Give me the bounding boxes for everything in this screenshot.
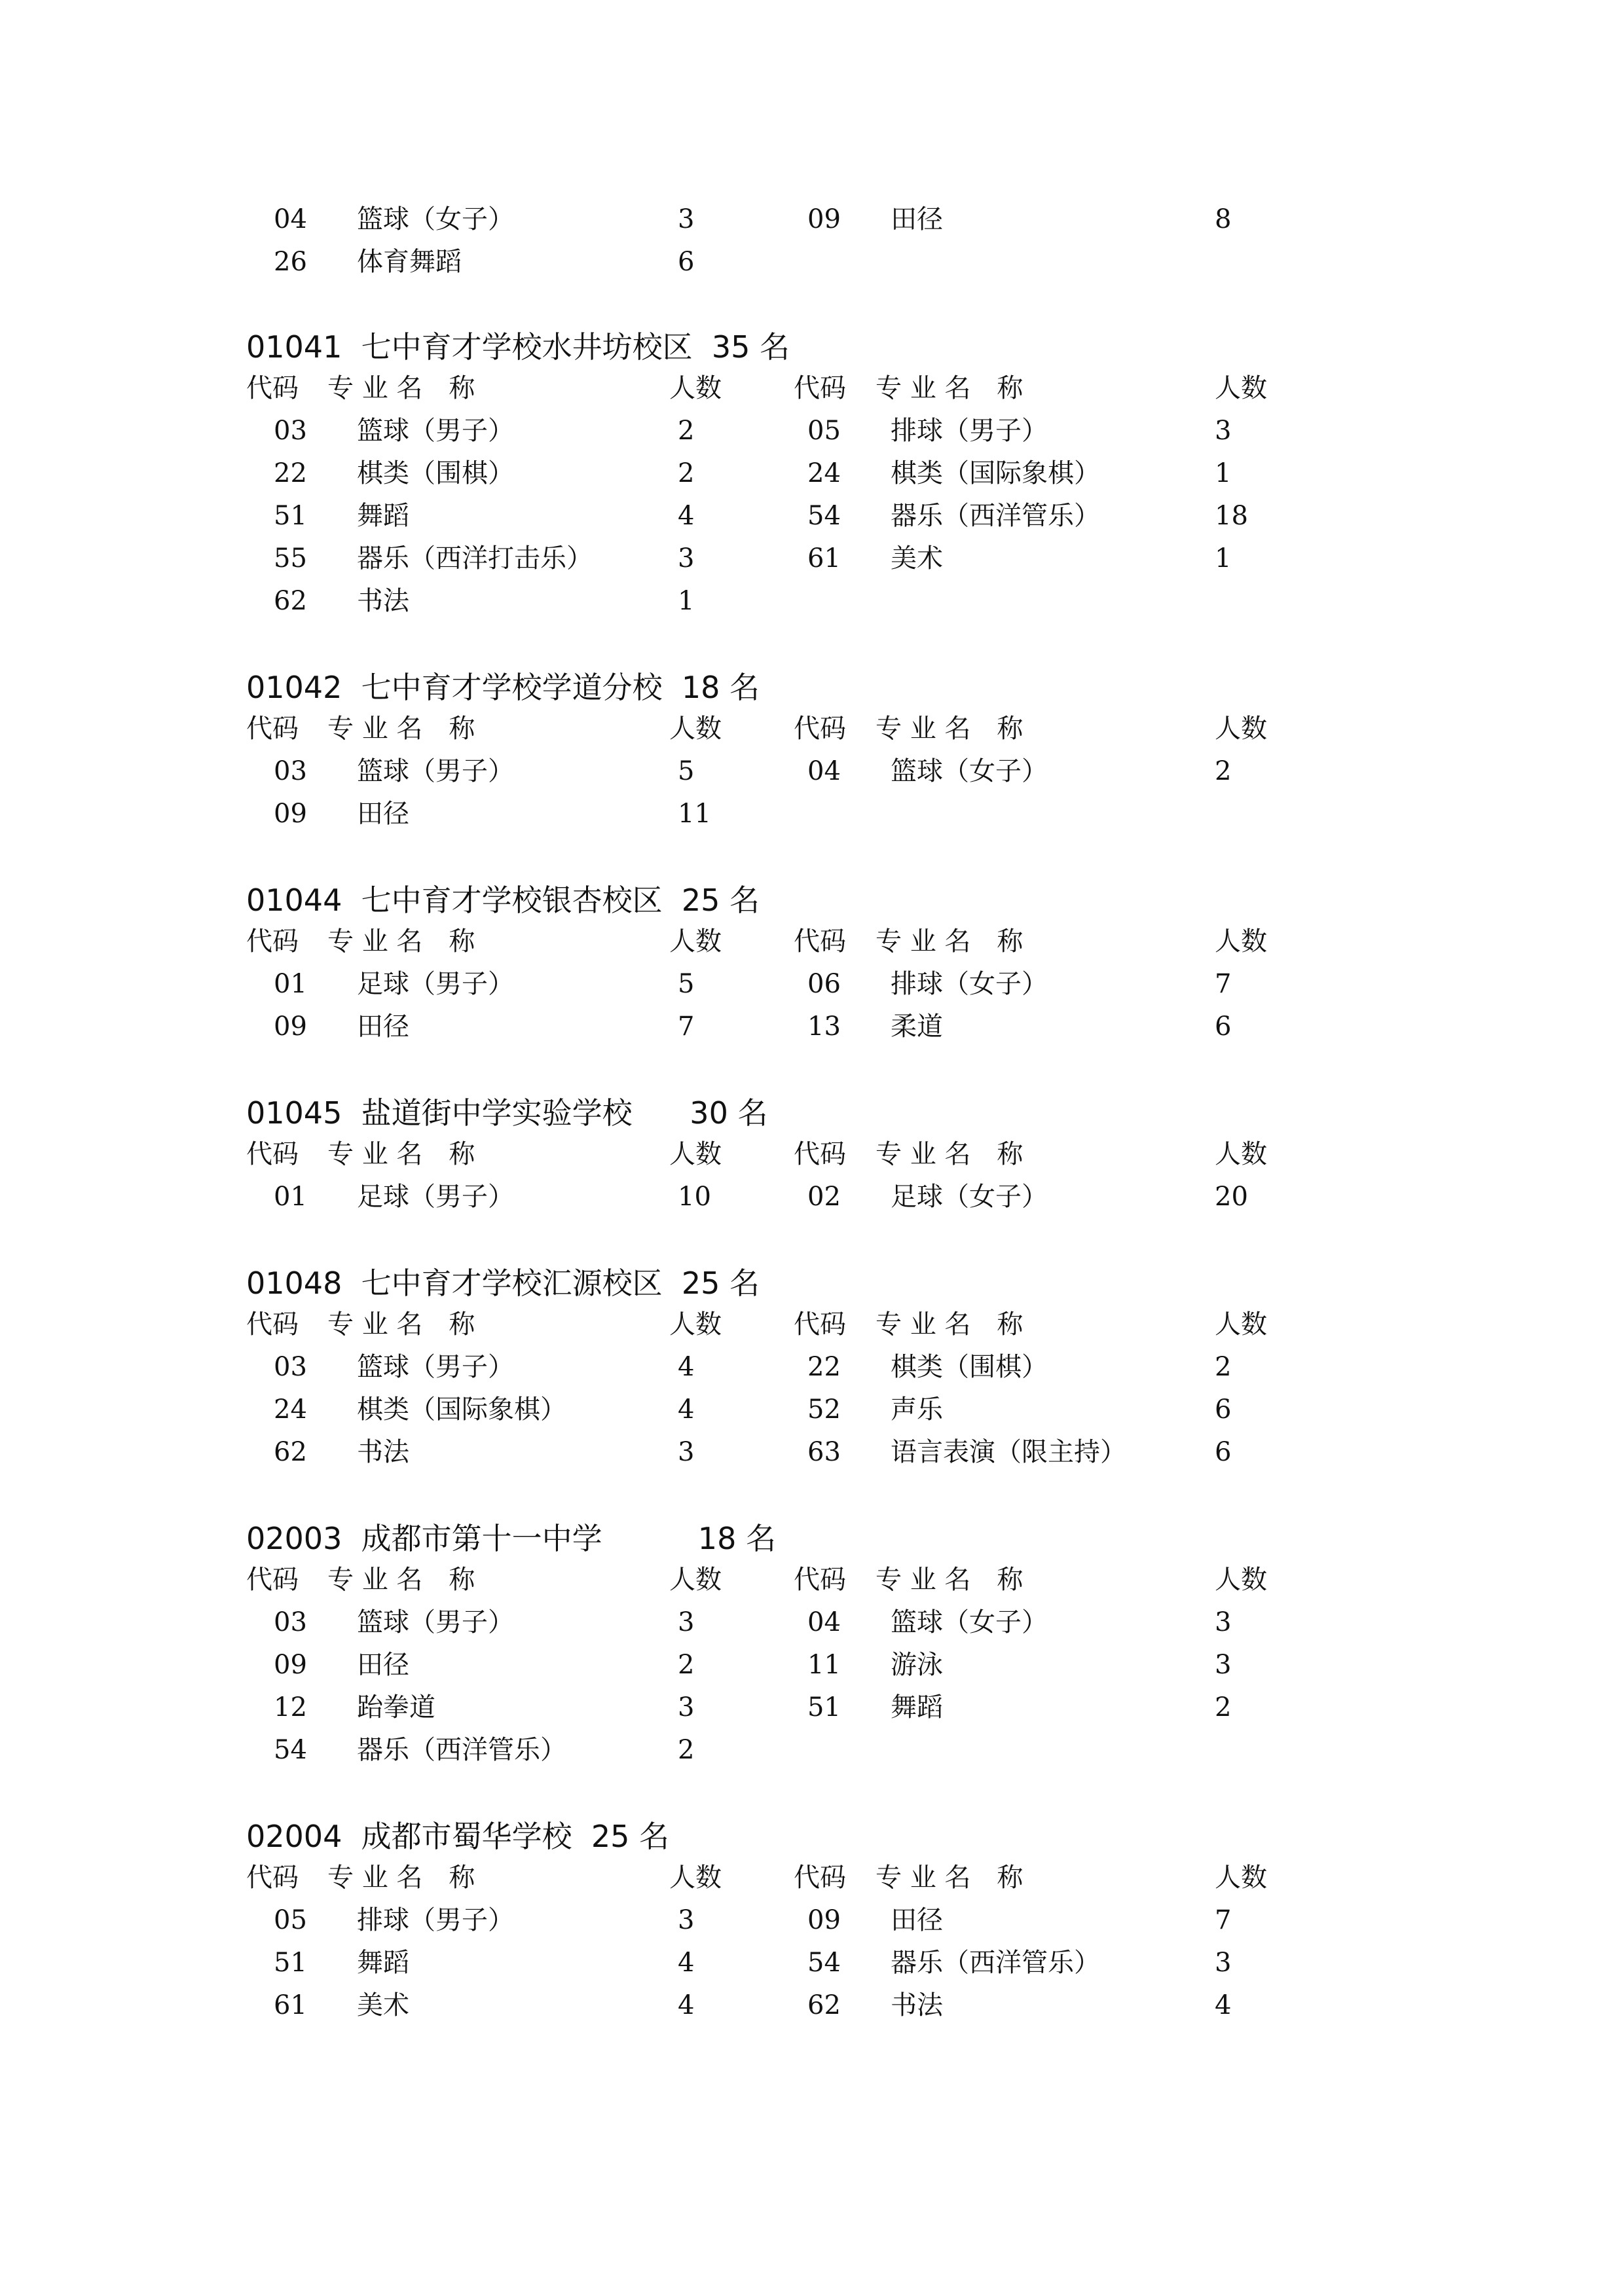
quota-count: 2	[678, 458, 695, 488]
major-code: 52	[807, 1394, 841, 1425]
header-name: 专 业 名 称	[327, 714, 475, 744]
quota-count: 4	[678, 1948, 695, 1978]
major-code: 51	[807, 1692, 841, 1722]
major-name: 田径	[891, 1905, 943, 1935]
major-code: 54	[807, 1948, 841, 1978]
major-code: 61	[807, 543, 841, 574]
major-code: 09	[274, 1650, 307, 1680]
table-header	[0, 1560, 1624, 1599]
major-name: 舞蹈	[891, 1692, 943, 1722]
major-name: 跆拳道	[357, 1692, 435, 1722]
major-name: 舞蹈	[357, 1948, 409, 1978]
school-title: 01041 七中育才学校水井坊校区 35 名	[246, 329, 790, 365]
major-code: 61	[274, 1990, 307, 2020]
header-count: 人数	[669, 1139, 722, 1169]
quota-count: 3	[678, 204, 695, 234]
table-header	[0, 369, 1624, 408]
table-row	[0, 1645, 1624, 1685]
quota-count: 3	[678, 1905, 695, 1935]
header-count: 人数	[669, 926, 722, 957]
header-name: 专 业 名 称	[327, 373, 475, 403]
major-code: 54	[807, 501, 841, 531]
quota-count: 7	[1215, 1905, 1232, 1935]
major-name: 排球（男子）	[891, 416, 1048, 446]
major-name: 棋类（围棋）	[357, 458, 514, 488]
major-name: 篮球（男子）	[357, 416, 514, 446]
header-code: 代码	[246, 1309, 299, 1339]
major-name: 柔道	[891, 1011, 943, 1042]
quota-count: 3	[678, 1607, 695, 1637]
quota-count: 5	[678, 756, 695, 786]
quota-count: 7	[1215, 969, 1232, 999]
school-title: 01044 七中育才学校银杏校区 25 名	[246, 883, 760, 918]
header-count: 人数	[1215, 1863, 1267, 1893]
major-name: 篮球（女子）	[357, 204, 514, 234]
major-code: 04	[807, 756, 841, 786]
header-code: 代码	[794, 926, 846, 957]
school-title: 01045 盐道街中学实验学校 30 名	[246, 1095, 768, 1131]
table-header	[0, 922, 1624, 961]
header-code: 代码	[794, 714, 846, 744]
header-code: 代码	[246, 1863, 299, 1893]
major-name: 美术	[357, 1990, 409, 2020]
major-code: 24	[274, 1394, 307, 1425]
major-code: 22	[274, 458, 307, 488]
table-row	[0, 964, 1624, 1004]
quota-count: 6	[1215, 1011, 1232, 1042]
major-name: 棋类（国际象棋）	[357, 1394, 566, 1425]
header-count: 人数	[669, 1863, 722, 1893]
major-name: 田径	[357, 799, 409, 829]
major-code: 63	[807, 1437, 841, 1467]
table-row	[0, 1901, 1624, 1940]
major-name: 游泳	[891, 1650, 943, 1680]
major-code: 62	[807, 1990, 841, 2020]
school-title: 01042 七中育才学校学道分校 18 名	[246, 670, 760, 705]
header-name: 专 业 名 称	[876, 714, 1024, 744]
major-code: 02	[807, 1182, 841, 1212]
table-header	[0, 1305, 1624, 1344]
table-row	[0, 1177, 1624, 1216]
header-code: 代码	[794, 1139, 846, 1169]
major-code: 03	[274, 1352, 307, 1382]
header-count: 人数	[1215, 926, 1267, 957]
table-row	[0, 411, 1624, 450]
major-code: 09	[807, 204, 841, 234]
quota-count: 11	[678, 799, 711, 829]
major-code: 54	[274, 1735, 307, 1765]
quota-count: 3	[1215, 1948, 1232, 1978]
major-code: 04	[274, 204, 307, 234]
header-code: 代码	[246, 926, 299, 957]
major-name: 器乐（西洋管乐）	[357, 1735, 566, 1765]
major-name: 田径	[891, 204, 943, 234]
major-name: 田径	[357, 1650, 409, 1680]
quota-count: 8	[1215, 204, 1232, 234]
header-code: 代码	[794, 1309, 846, 1339]
major-code: 26	[274, 247, 307, 277]
table-header	[0, 1858, 1624, 1897]
quota-count: 3	[678, 543, 695, 574]
header-name: 专 业 名 称	[876, 1863, 1024, 1893]
quota-count: 2	[678, 416, 695, 446]
major-name: 舞蹈	[357, 501, 409, 531]
major-name: 篮球（女子）	[891, 756, 1048, 786]
school-title: 01048 七中育才学校汇源校区 25 名	[246, 1266, 760, 1301]
major-code: 51	[274, 1948, 307, 1978]
table-header	[0, 709, 1624, 748]
table-row	[0, 1603, 1624, 1642]
table-row	[0, 1688, 1624, 1727]
header-code: 代码	[246, 1565, 299, 1595]
header-code: 代码	[246, 1139, 299, 1169]
header-code: 代码	[794, 373, 846, 403]
major-name: 体育舞蹈	[357, 247, 462, 277]
major-code: 24	[807, 458, 841, 488]
table-row	[0, 242, 1624, 282]
quota-count: 10	[678, 1182, 711, 1212]
major-code: 09	[274, 1011, 307, 1042]
quota-count: 4	[678, 1990, 695, 2020]
quota-count: 4	[1215, 1990, 1232, 2020]
table-row	[0, 581, 1624, 621]
header-name: 专 业 名 称	[876, 1565, 1024, 1595]
major-name: 排球（女子）	[891, 969, 1048, 999]
quota-count: 18	[1215, 501, 1248, 531]
quota-count: 2	[1215, 756, 1232, 786]
header-code: 代码	[794, 1565, 846, 1595]
major-name: 棋类（国际象棋）	[891, 458, 1100, 488]
major-name: 声乐	[891, 1394, 943, 1425]
major-name: 器乐（西洋管乐）	[891, 501, 1100, 531]
table-row	[0, 1943, 1624, 1982]
major-code: 22	[807, 1352, 841, 1382]
quota-count: 1	[678, 586, 695, 616]
header-code: 代码	[246, 714, 299, 744]
major-name: 足球（男子）	[357, 1182, 514, 1212]
header-code: 代码	[246, 373, 299, 403]
table-row	[0, 752, 1624, 791]
table-row	[0, 1986, 1624, 2025]
quota-count: 1	[1215, 458, 1232, 488]
major-name: 书法	[891, 1990, 943, 2020]
major-name: 篮球（男子）	[357, 1352, 514, 1382]
major-name: 田径	[357, 1011, 409, 1042]
header-name: 专 业 名 称	[876, 373, 1024, 403]
quota-count: 3	[1215, 1650, 1232, 1680]
table-row	[0, 1007, 1624, 1046]
header-name: 专 业 名 称	[876, 926, 1024, 957]
quota-count: 4	[678, 1394, 695, 1425]
header-count: 人数	[1215, 373, 1267, 403]
major-code: 62	[274, 586, 307, 616]
header-count: 人数	[1215, 1139, 1267, 1169]
quota-count: 20	[1215, 1182, 1248, 1212]
quota-count: 2	[1215, 1352, 1232, 1382]
school-title: 02004 成都市蜀华学校 25 名	[246, 1819, 669, 1854]
quota-count: 7	[678, 1011, 695, 1042]
major-name: 书法	[357, 1437, 409, 1467]
table-row	[0, 454, 1624, 493]
header-count: 人数	[669, 714, 722, 744]
quota-count: 5	[678, 969, 695, 999]
major-name: 书法	[357, 586, 409, 616]
quota-count: 3	[678, 1692, 695, 1722]
table-row	[0, 200, 1624, 239]
major-code: 03	[274, 756, 307, 786]
table-row	[0, 539, 1624, 578]
major-name: 篮球（男子）	[357, 1607, 514, 1637]
table-row	[0, 496, 1624, 536]
quota-count: 6	[1215, 1394, 1232, 1425]
header-name: 专 业 名 称	[876, 1309, 1024, 1339]
table-row	[0, 1347, 1624, 1387]
major-name: 器乐（西洋管乐）	[891, 1948, 1100, 1978]
quota-count: 4	[678, 501, 695, 531]
major-code: 09	[807, 1905, 841, 1935]
major-code: 05	[807, 416, 841, 446]
major-code: 09	[274, 799, 307, 829]
major-name: 篮球（女子）	[891, 1607, 1048, 1637]
major-code: 05	[274, 1905, 307, 1935]
header-name: 专 业 名 称	[327, 926, 475, 957]
school-title: 02003 成都市第十一中学 18 名	[246, 1521, 776, 1556]
header-count: 人数	[669, 373, 722, 403]
header-name: 专 业 名 称	[327, 1139, 475, 1169]
major-code: 04	[807, 1607, 841, 1637]
header-count: 人数	[1215, 714, 1267, 744]
quota-count: 2	[678, 1650, 695, 1680]
header-name: 专 业 名 称	[327, 1565, 475, 1595]
quota-count: 4	[678, 1352, 695, 1382]
major-code: 03	[274, 1607, 307, 1637]
major-code: 13	[807, 1011, 841, 1042]
major-name: 美术	[891, 543, 943, 574]
quota-count: 6	[678, 247, 695, 277]
major-name: 篮球（男子）	[357, 756, 514, 786]
major-code: 06	[807, 969, 841, 999]
table-row	[0, 1730, 1624, 1770]
header-code: 代码	[794, 1863, 846, 1893]
table-row	[0, 794, 1624, 833]
major-code: 55	[274, 543, 307, 574]
header-count: 人数	[669, 1309, 722, 1339]
major-name: 器乐（西洋打击乐）	[357, 543, 593, 574]
major-code: 01	[274, 1182, 307, 1212]
header-count: 人数	[1215, 1309, 1267, 1339]
major-name: 语言表演（限主持）	[891, 1437, 1126, 1467]
quota-count: 2	[1215, 1692, 1232, 1722]
quota-count: 3	[678, 1437, 695, 1467]
major-code: 51	[274, 501, 307, 531]
quota-count: 1	[1215, 543, 1232, 574]
major-name: 足球（男子）	[357, 969, 514, 999]
major-code: 03	[274, 416, 307, 446]
quota-count: 3	[1215, 1607, 1232, 1637]
table-header	[0, 1135, 1624, 1174]
major-name: 棋类（围棋）	[891, 1352, 1048, 1382]
header-name: 专 业 名 称	[327, 1309, 475, 1339]
quota-count: 2	[678, 1735, 695, 1765]
major-name: 足球（女子）	[891, 1182, 1048, 1212]
header-name: 专 业 名 称	[327, 1863, 475, 1893]
header-count: 人数	[669, 1565, 722, 1595]
table-row	[0, 1390, 1624, 1429]
major-name: 排球（男子）	[357, 1905, 514, 1935]
quota-count: 6	[1215, 1437, 1232, 1467]
major-code: 01	[274, 969, 307, 999]
header-name: 专 业 名 称	[876, 1139, 1024, 1169]
major-code: 12	[274, 1692, 307, 1722]
table-row	[0, 1432, 1624, 1472]
major-code: 62	[274, 1437, 307, 1467]
quota-count: 3	[1215, 416, 1232, 446]
major-code: 11	[807, 1650, 841, 1680]
header-count: 人数	[1215, 1565, 1267, 1595]
